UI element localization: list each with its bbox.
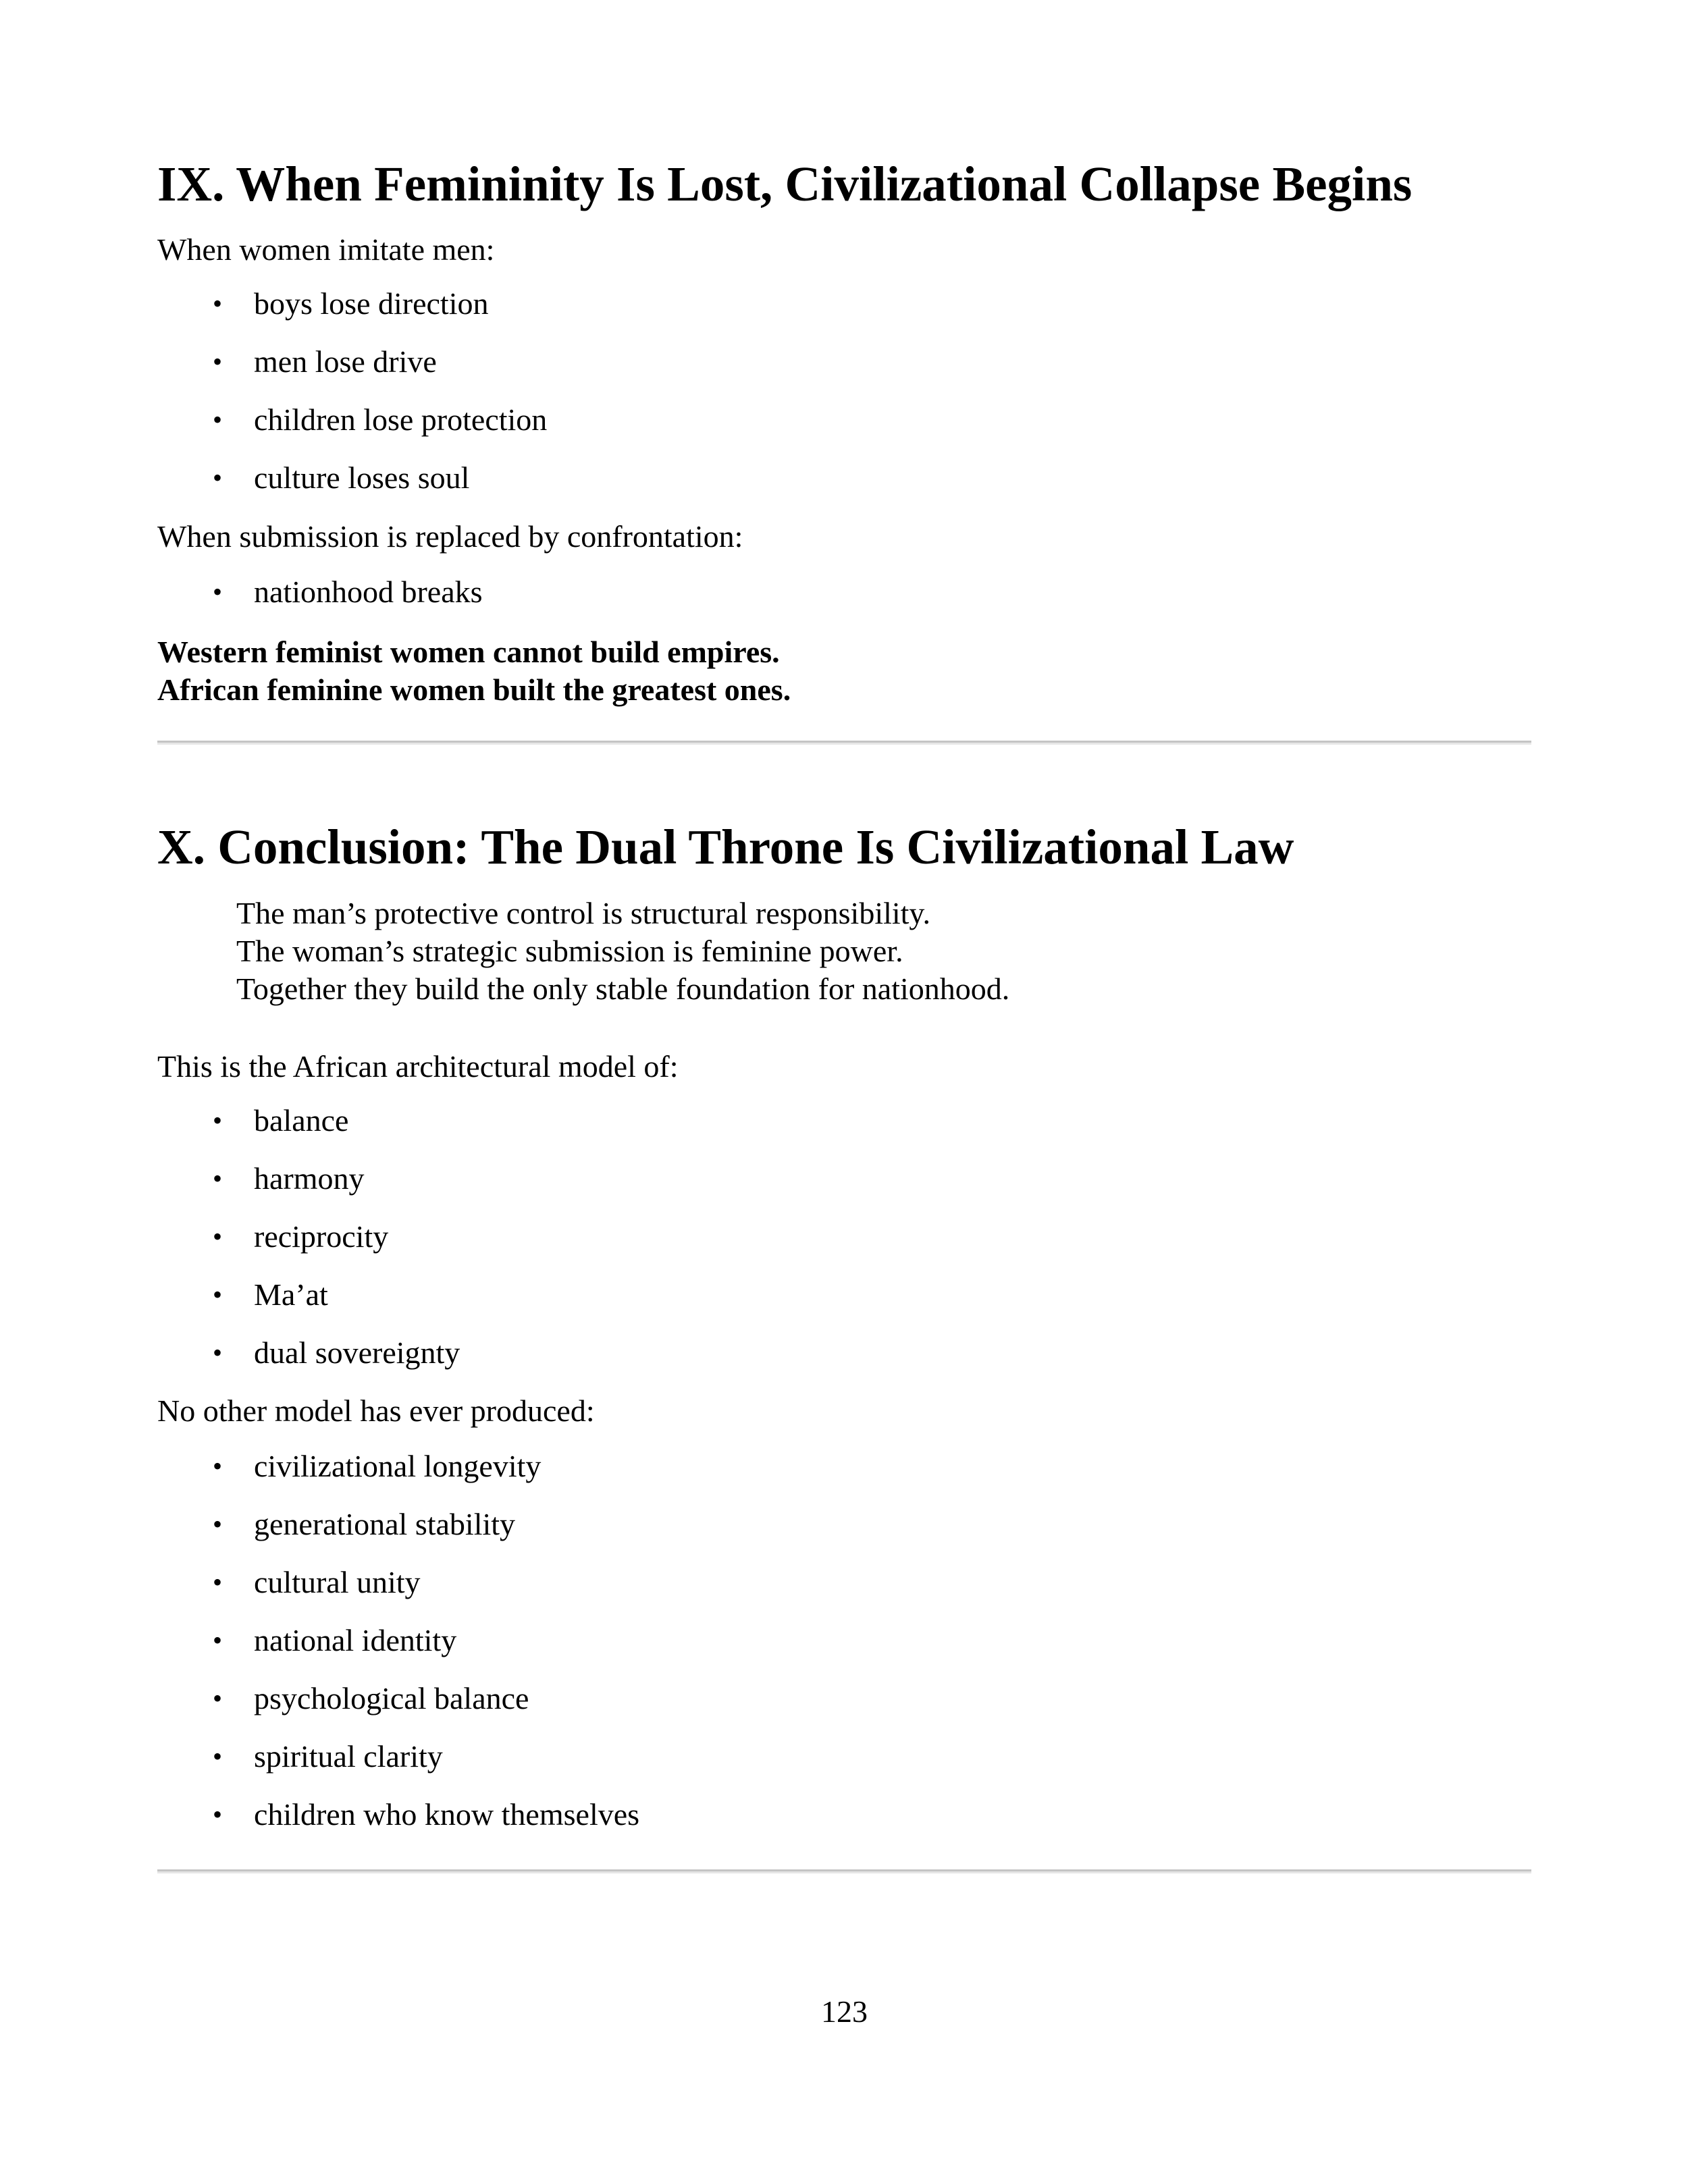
list-item: • children lose protection (157, 400, 1531, 458)
list-item: • children who know themselves (157, 1794, 1531, 1853)
list-item: • generational stability (157, 1504, 1531, 1562)
bullet-icon: • (213, 1567, 223, 1597)
bullet-icon: • (213, 404, 223, 435)
list-item: • cultural unity (157, 1562, 1531, 1620)
bullet-icon: • (213, 1625, 223, 1655)
section-ix-list-1 (157, 284, 1531, 516)
list-item: • psychological balance (157, 1678, 1531, 1736)
section-x-intro-1-text: This is the African architectural model of: (157, 1049, 679, 1084)
list-item: • nationhood breaks (157, 572, 1531, 630)
bullet-icon: • (213, 288, 223, 319)
section-x-list-1 (157, 1100, 1531, 1391)
bold-statement-1: Western feminist women cannot build empires. (157, 635, 780, 669)
bullet-icon: • (213, 1163, 223, 1194)
bullet-icon: • (213, 1221, 223, 1252)
list-item: • boys lose direction (157, 284, 1531, 342)
bullet-icon: • (213, 1683, 223, 1713)
horizontal-divider (157, 741, 1531, 745)
bullet-icon: • (213, 1509, 223, 1539)
page-number: 123 (821, 1994, 868, 2029)
list-item: • harmony (157, 1158, 1531, 1217)
section-ix-intro-1 (157, 230, 1531, 270)
bold-statement-2: African feminine women built the greatest ones. (157, 672, 791, 707)
list-item: • balance (157, 1100, 1531, 1158)
bullet-icon: • (213, 1105, 223, 1136)
section-x-quote (157, 895, 1531, 1008)
bullet-icon: • (213, 1337, 223, 1368)
section-ix-intro-2 (157, 516, 1531, 557)
section-ix-intro-1-text: When women imitate men: (157, 232, 495, 267)
section-x-intro-1 (157, 1046, 1531, 1087)
section-x (157, 817, 1531, 878)
section-x-intro-2-text: No other model has ever produced: (157, 1393, 595, 1428)
section-x-heading: X. Conclusion: The Dual Throne Is Civilizational Law (157, 820, 1294, 874)
bullet-icon: • (213, 1741, 223, 1772)
quote-line-3: Together they build the only stable foundation for nationhood. (236, 971, 1010, 1006)
bullet-icon: • (213, 346, 223, 377)
bullet-icon: • (213, 1451, 223, 1481)
section-ix-heading: IX. When Femininity Is Lost, Civilizational Collapse Begins (157, 157, 1413, 211)
bullet-icon: • (213, 577, 223, 607)
list-item: • culture loses soul (157, 458, 1531, 516)
list-item: • spiritual clarity (157, 1736, 1531, 1794)
list-item: • reciprocity (157, 1217, 1531, 1275)
bullet-icon: • (213, 1279, 223, 1310)
list-item: • national identity (157, 1620, 1531, 1678)
horizontal-divider (157, 1869, 1531, 1873)
section-ix-conclusion (157, 633, 1531, 709)
section-x-intro-2 (157, 1391, 1531, 1431)
section-ix-intro-2-text: When submission is replaced by confrontation: (157, 519, 743, 554)
bullet-icon: • (213, 462, 223, 493)
list-item: • men lose drive (157, 342, 1531, 400)
section-ix (157, 154, 1531, 215)
bullet-icon: • (213, 1799, 223, 1830)
section-x-list-2 (157, 1446, 1531, 1853)
list-item: • dual sovereignty (157, 1333, 1531, 1391)
quote-line-2: The woman’s strategic submission is feminine power. (236, 934, 903, 968)
document-page (157, 0, 1531, 2184)
quote-line-1: The man’s protective control is structural responsibility. (236, 896, 930, 930)
list-item: • Ma’at (157, 1275, 1531, 1333)
list-item: • civilizational longevity (157, 1446, 1531, 1504)
section-ix-list-2 (157, 572, 1531, 630)
